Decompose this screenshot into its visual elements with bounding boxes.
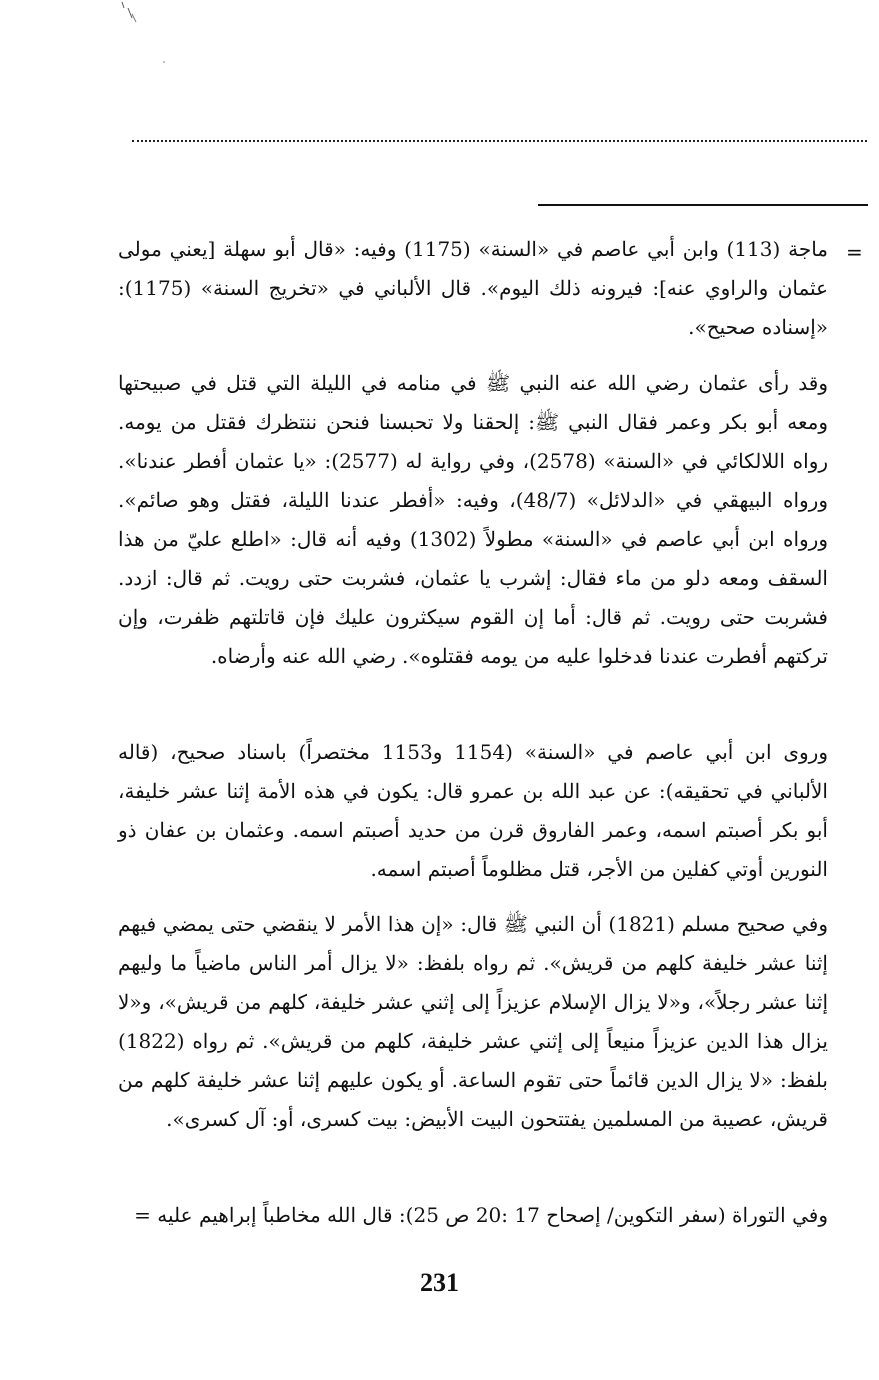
footnote-paragraph-3 <box>118 733 828 889</box>
footnote-paragraph-2 <box>118 364 828 676</box>
footnote-paragraph-4 <box>118 905 828 1139</box>
paragraph-text: وفي صحيح مسلم (1821) أن النبي ﷺ قال: «إن هذا الأمر لا ينقضي حتى يمضي فيهم إثنا عشر خليفة كلهم من قريش». ثم رواه بلفظ: «لا يزال أمر الناس ماضياً ما وليهم إثنا عشر رجلاً»، و«لا يزال الإسلام عزيزاً إلى إثني عشر خليفة، كلهم من قريش»، و«لا يزال هذا الدين عزيزاً منيعاً إلى إثني عشر خليفة، كلهم من قريش». ثم رواه (1822) بلفظ: «لا يزال الدين قائماً حتى تقوم الساعة. أو يكون عليهم إثنا عشر خليفة كلهم من قريش، عصيبة من المسلمين يفتتحون البيت الأبيض: بيت كسرى، أو: آل كسرى». <box>118 912 828 1131</box>
footnote-paragraph-5 <box>118 1196 828 1235</box>
paragraph-text: وروى ابن أبي عاصم في «السنة» (1154 و1153 مختصراً) باسناد صحيح، (قاله الألباني في تحقيقه): عن عبد الله بن عمرو قال: يكون في هذه الأمة إثنا عشر خليفة، أبو بكر أصبتم اسمه، وعمر الفاروق قرن من حديد أصبتم اسمه. وعثمان بن عفان ذو النورين أوتي كفلين من الأجر، قتل مظلوماً أصبتم اسمه. <box>118 740 828 881</box>
page-number: 231 <box>420 1268 459 1297</box>
paragraph-text: وفي التوراة (سفر التكوين/ إصحاح 17 :20 ص 25): قال الله مخاطباً إبراهيم عليه = <box>134 1203 828 1227</box>
dotted-separator <box>132 140 867 142</box>
scan-specks <box>118 0 178 70</box>
continuation-mark: = <box>846 240 863 264</box>
paragraph-text: ماجة (113) وابن أبي عاصم في «السنة» (1175) وفيه: «قال أبو سهلة [يعني مولى عثمان والراوي عنه]: فيرونه ذلك اليوم». قال الألباني في «تخريج السنة» (1175): «إسناده صحيح». <box>118 237 829 339</box>
footnote-rule <box>538 204 868 206</box>
footnote-paragraph-1 <box>118 230 828 347</box>
paragraph-text: وقد رأى عثمان رضي الله عنه النبي ﷺ في منامه في الليلة التي قتل في صبيحتها ومعه أبو بكر وعمر فقال النبي ﷺ: إلحقنا ولا تحبسنا فنحن ننتظرك فقتل من يومه. رواه اللالكائي في «السنة» (2578)، وفي رواية له (2577): «يا عثمان أفطر عندنا». ورواه البيهقي في «الدلائل» (48/7)، وفيه: «أفطر عندنا الليلة، فقتل وهو صائم». ورواه ابن أبي عاصم في «السنة» مطولاً (1302) وفيه أنه قال: «اطلع عليّ من هذا السقف ومعه دلو من ماء فقال: إشرب يا عثمان، فشربت حتى رويت. ثم قال: ازدد. فشربت حتى رويت. ثم قال: أما إن القوم سيكثرون عليك فإن قاتلتهم ظفرت، وإن تركتهم أفطرت عندنا فدخلوا عليه من يومه فقتلوه». رضي الله عنه وأرضاه. <box>118 371 829 668</box>
